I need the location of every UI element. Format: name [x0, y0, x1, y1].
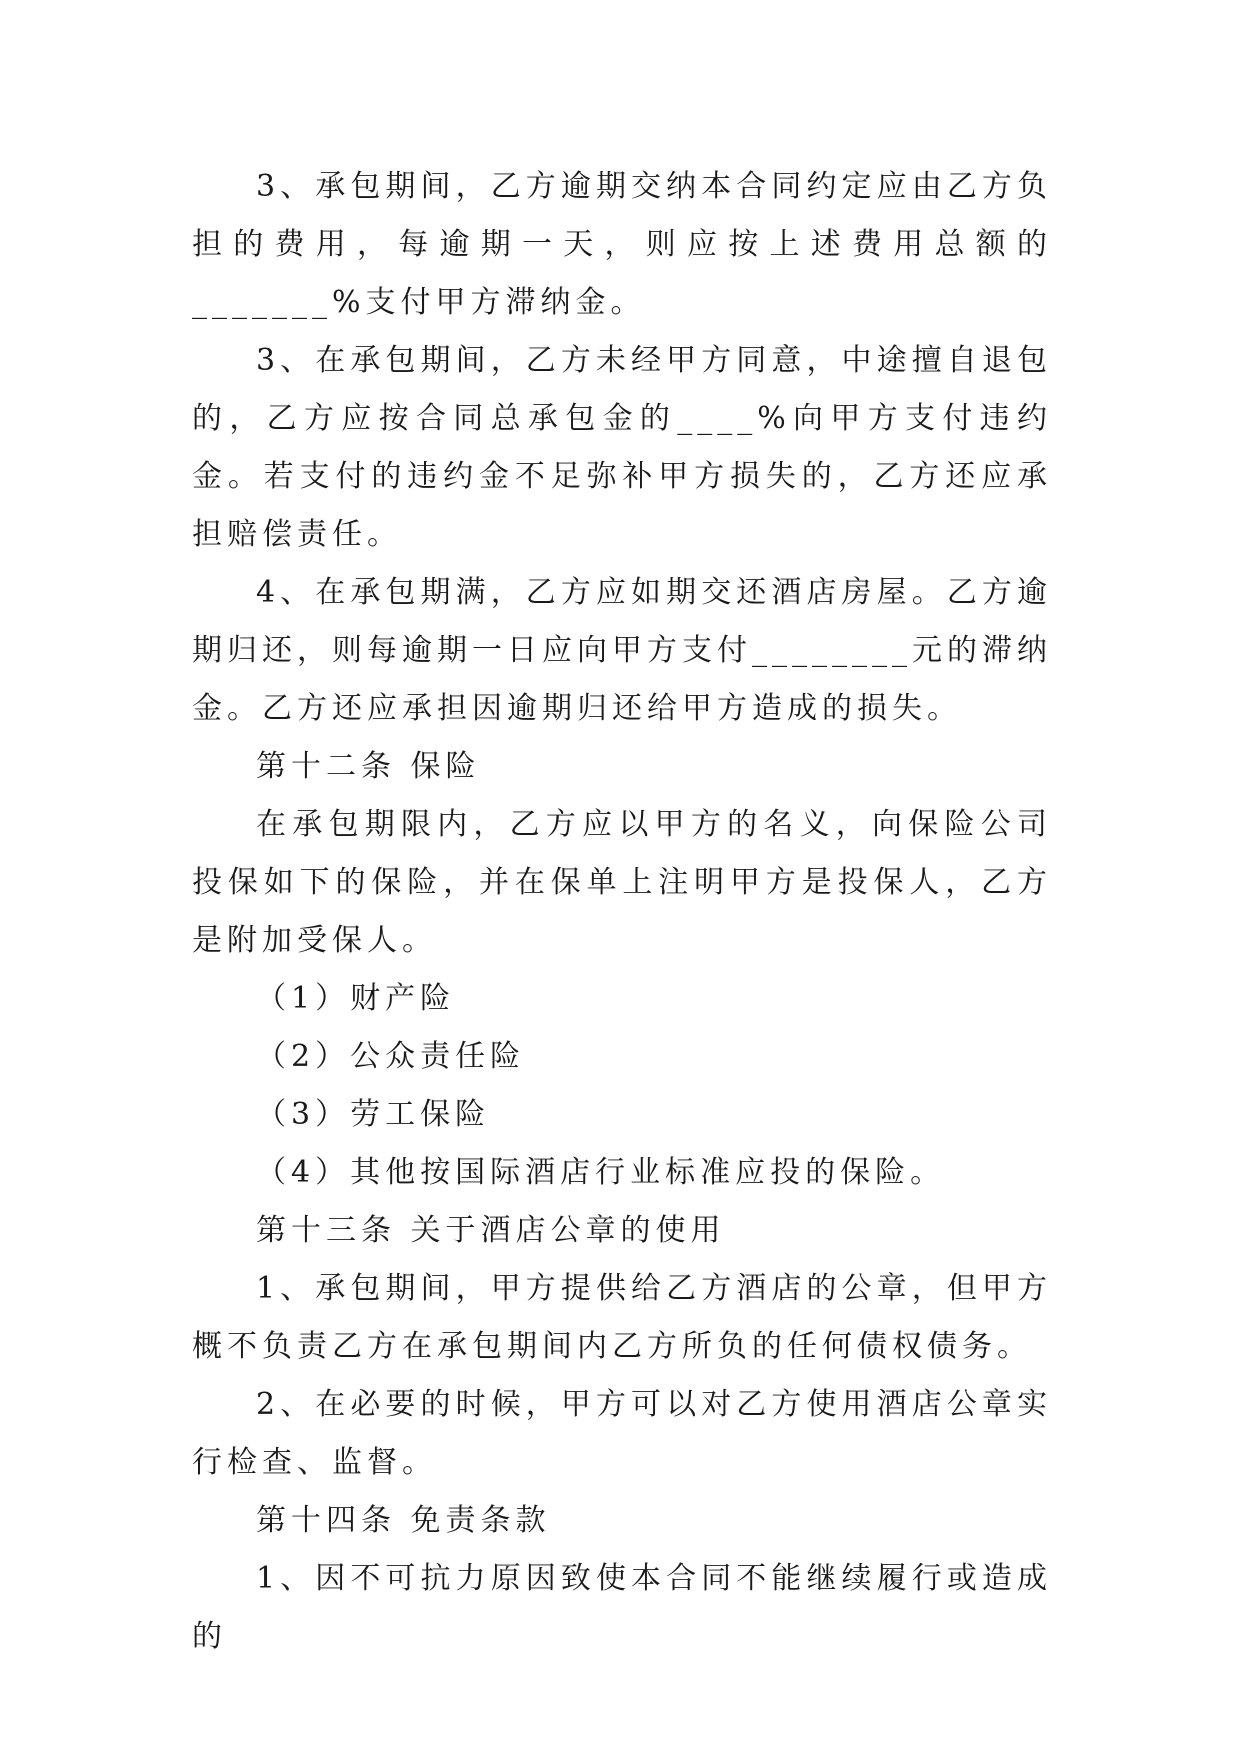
clause-11-item-3-early-termination: 3、在承包期间，乙方未经甲方同意，中途擅自退包的，乙方应按合同总承包金的____%向甲方支付违约金。若支付的违约金不足弥补甲方损失的，乙方还应承担赔偿责任。: [192, 343, 1052, 552]
clause-13-title: 第十三条 关于酒店公章的使用: [256, 1213, 726, 1248]
clause-13-item-2: 2、在必要的时候，甲方可以对乙方使用酒店公章实行检查、监督。: [192, 1387, 1052, 1480]
clause-12-body: 在承包期限内，乙方应以甲方的名义，向保险公司投保如下的保险，并在保单上注明甲方是投保人，乙方是附加受保人。: [192, 807, 1052, 958]
insurance-item-2: （2）公众责任险: [256, 1039, 526, 1074]
insurance-item-3: （3）劳工保险: [256, 1097, 491, 1132]
clause-14-item-1: 1、因不可抗力原因致使本合同不能继续履行或造成的: [192, 1561, 1052, 1654]
clause-11-item-4-overdue-return: 4、在承包期满，乙方应如期交还酒店房屋。乙方逾期归还，则每逾期一日应向甲方支付________元的滞纳金。乙方还应承担因逾期归还给甲方造成的损失。: [192, 575, 1052, 726]
document-body: [192, 158, 1052, 1666]
clause-13-item-1: 1、承包期间，甲方提供给乙方酒店的公章，但甲方概不负责乙方在承包期间内乙方所负的任何债权债务。: [192, 1271, 1052, 1364]
insurance-item-4: （4）其他按国际酒店行业标准应投的保险。: [256, 1155, 946, 1190]
clause-14-title: 第十四条 免责条款: [256, 1503, 551, 1538]
clause-12-title: 第十二条 保险: [256, 749, 481, 784]
insurance-item-1: （1）财产险: [256, 981, 456, 1016]
clause-11-item-3-late-fee: 3、承包期间，乙方逾期交纳本合同约定应由乙方负担的费用，每逾期一天，则应按上述费用总额的_______%支付甲方滞纳金。: [192, 169, 1052, 320]
